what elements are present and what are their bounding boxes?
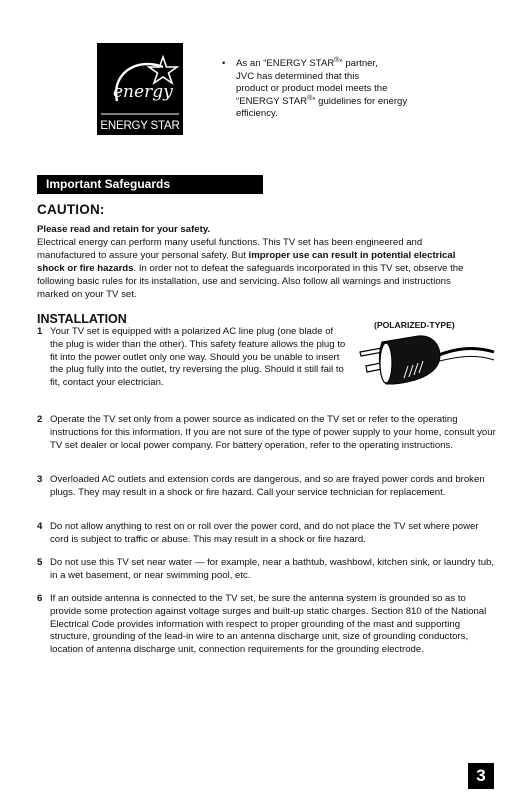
statement-line-3: product or product model meets the xyxy=(236,83,388,95)
item-number: 4 xyxy=(37,521,43,532)
installation-heading: INSTALLATION xyxy=(37,312,127,326)
caution-lead: Please read and retain for your safety. xyxy=(37,224,211,235)
item-number: 3 xyxy=(37,474,43,485)
statement-line-1: As an “ENERGY STAR®” partner, xyxy=(236,56,378,69)
energy-script-text: energy xyxy=(113,82,173,102)
polarized-plug-icon xyxy=(356,330,496,392)
page-number: 3 xyxy=(468,763,494,789)
item-number: 6 xyxy=(37,593,43,604)
list-item xyxy=(37,474,497,500)
section-banner: Important Safeguards xyxy=(37,175,263,194)
item-text: If an outside antenna is connected to the TV set, be sure the antenna system is grounded so as to provide some protection against voltage surges and built-up static charges. Section 810 of the National Electrical Code provides information with respect to proper grounding of the mast and supporting structure, grounding of the lead-in wire to an antenna discharge unit, size of grounding conductors, location of antenna discharge unit, connection requirements for the grounding electrode. xyxy=(50,593,487,656)
statement-line-5: efficiency. xyxy=(236,108,278,120)
polarized-plug-figure xyxy=(356,330,496,397)
item-number: 1 xyxy=(37,326,43,337)
list-item xyxy=(37,557,497,583)
plug-figure-label: (POLARIZED-TYPE) xyxy=(374,320,455,330)
item-text: Do not use this TV set near water — for example, near a bathtub, washbowl, kitchen sink, or laundry tub, in a wet basement, or near swimming pool, etc. xyxy=(50,557,495,581)
item-number: 2 xyxy=(37,414,43,425)
item-text: Do not allow anything to rest on or roll over the power cord, and do not place the TV set where power cord is subject to traffic or abuse. This may result in a shock or fire hazard. xyxy=(50,521,479,545)
bullet: • xyxy=(222,58,226,69)
caution-paragraph xyxy=(37,223,477,302)
energy-star-logo xyxy=(97,43,183,135)
item-text: Overloaded AC outlets and extension cords are dangerous, and so are frayed power cords and broken plugs. They may result in a shock or fire hazard. Call your service technician for replacement. xyxy=(50,474,485,498)
energy-star-caption: ENERGY STAR xyxy=(100,120,180,132)
statement-line-4: “ENERGY STAR®” guidelines for energy xyxy=(236,94,408,107)
list-item xyxy=(37,326,349,390)
item-text: Your TV set is equipped with a polarized AC line plug (one blade of the plug is wider than the other). This safety feature allows the plug to fit into the power outlet only one way. Should you be unable to insert the plug fully into the outlet, try reversing the plug. Should it still fail to fit, contact your electrician. xyxy=(50,326,346,389)
statement-line-2: JVC has determined that this xyxy=(236,70,360,82)
list-item xyxy=(37,521,497,547)
caution-body: Electrical energy can perform many useful functions. This TV set has been engineered and manufactured to assure your personal safety. But improper use can result in potential electrical shock or fire hazards. In order not to defeat the safeguards incorporated in this TV set, observe the following basic rules for its installation, use and servicing. Also follow all warnings and instructions marked on your TV set. xyxy=(37,237,464,301)
list-item xyxy=(37,593,497,657)
item-number: 5 xyxy=(37,557,43,568)
caution-heading: CAUTION: xyxy=(37,202,105,217)
list-item xyxy=(37,414,497,452)
item-text: Operate the TV set only from a power source as indicated on the TV set or refer to the operating instructions for this information. If you are not sure of the type of power supply to your home, consult your TV set dealer or local power company. For battery operation, refer to the operating instructions. xyxy=(50,414,496,451)
energy-star-statement xyxy=(222,58,442,121)
